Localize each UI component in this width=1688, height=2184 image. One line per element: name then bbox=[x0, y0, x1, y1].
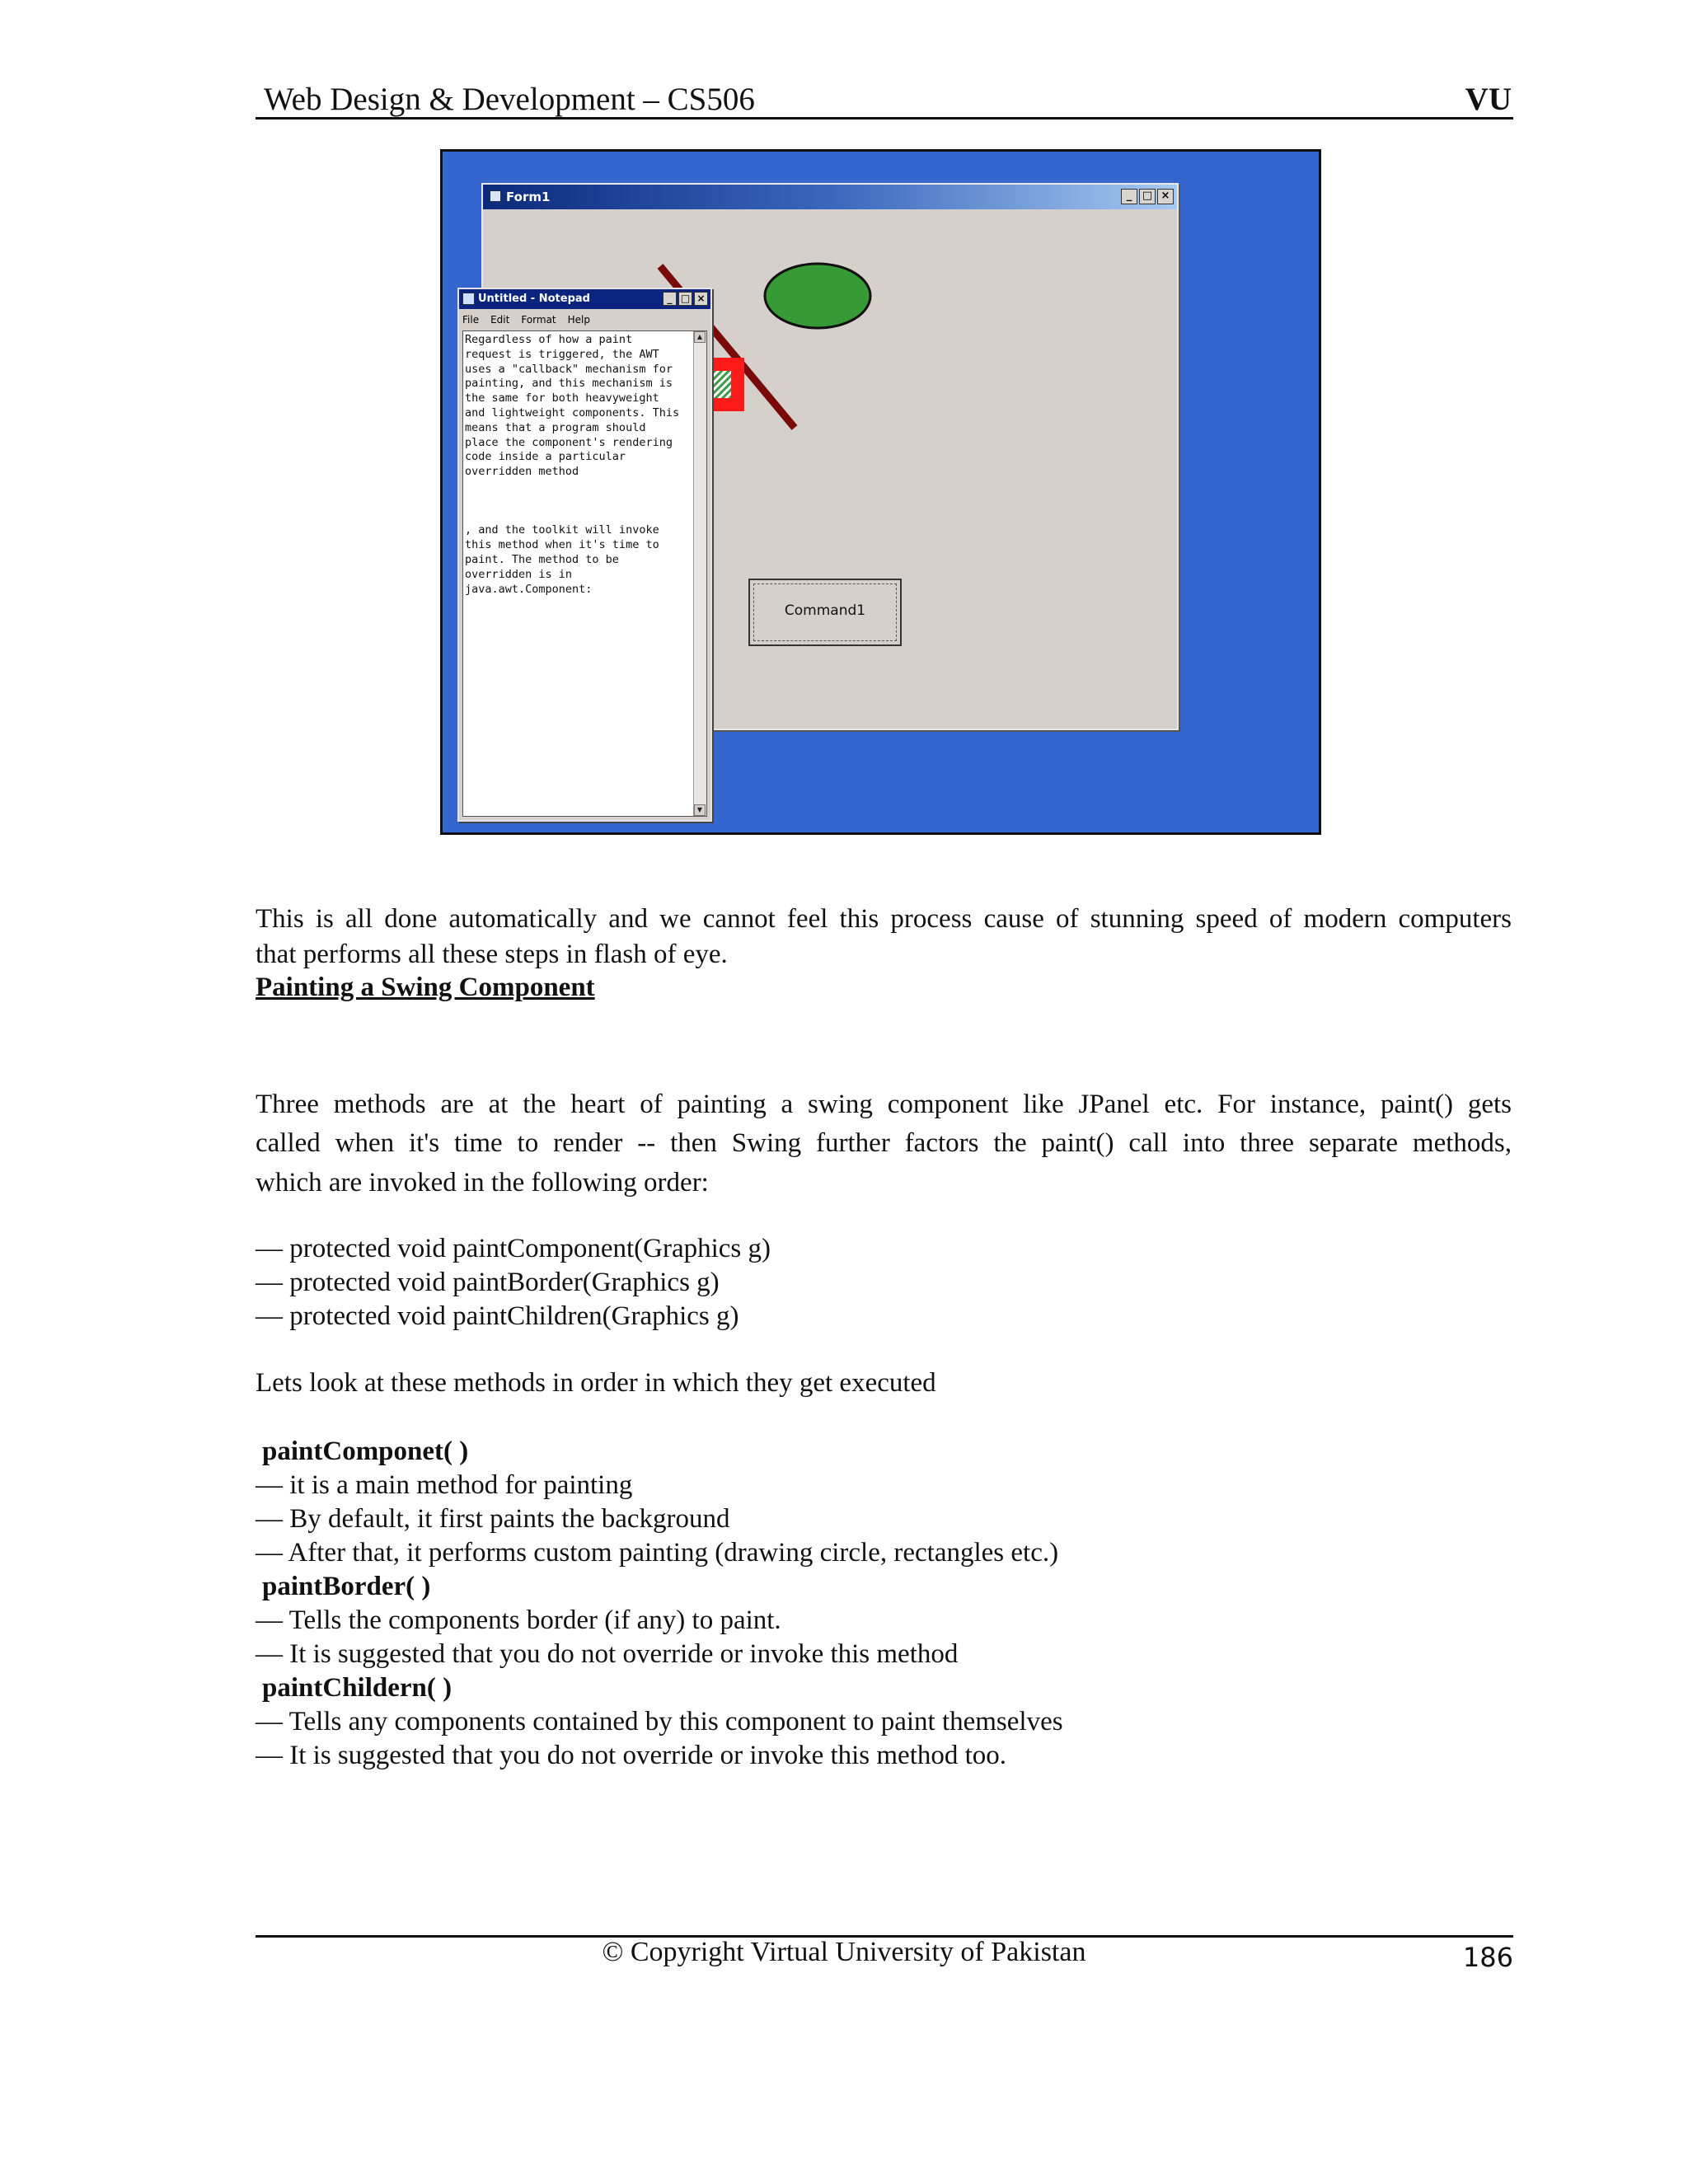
form-app-icon bbox=[490, 190, 501, 202]
notepad-maximize-icon[interactable]: □ bbox=[678, 292, 692, 306]
notepad-titlebar[interactable] bbox=[459, 289, 710, 309]
notepad-icon bbox=[462, 293, 475, 305]
green-ellipse bbox=[765, 264, 870, 328]
form1-window-controls bbox=[1121, 189, 1174, 204]
page-number: 186 bbox=[1462, 1942, 1513, 1973]
method-list-item: — protected void paintComponent(Graphics g) bbox=[256, 1234, 771, 1263]
course-title: Web Design & Development – CS506 bbox=[264, 82, 755, 117]
bullet-line: — It is suggested that you do not override or invoke this method bbox=[256, 1639, 959, 1669]
bullet-line: — After that, it performs custom painting (drawing circle, rectangles etc.) bbox=[256, 1538, 1059, 1568]
form1-title: Form1 bbox=[506, 190, 551, 204]
command1-label: Command1 bbox=[784, 602, 866, 619]
notepad-scrollbar[interactable] bbox=[693, 331, 706, 816]
screenshot-figure bbox=[440, 149, 1321, 835]
notepad-close-icon[interactable]: × bbox=[694, 292, 708, 306]
button-focus-rect bbox=[753, 583, 897, 641]
notepad-minimize-icon[interactable]: _ bbox=[663, 292, 677, 306]
bullet-line: — By default, it first paints the background bbox=[256, 1504, 730, 1534]
method-title-paintchildern: paintChildern( ) bbox=[262, 1673, 452, 1703]
paragraph-2-line-1: Three methods are at the heart of painting a swing component like JPanel etc. For instance, paint() gets bbox=[256, 1090, 1512, 1119]
notepad-menubar bbox=[462, 314, 590, 326]
form1-titlebar[interactable] bbox=[483, 185, 1177, 209]
maximize-icon[interactable]: □ bbox=[1139, 189, 1156, 204]
bullet-line: — it is a main method for painting bbox=[256, 1470, 633, 1500]
notepad-text: Regardless of how a paint request is triggered, the AWT uses a "callback" mechanism for painting, and this mechanism is the same for both heavyweight and lightweight components. This means that a program should place the component's rendering code inside a particular overridden method , and the toolkit will invoke this method when it's time to paint. The method to be overridden is in java.awt.Component: bbox=[465, 333, 680, 596]
bullet-line: — It is suggested that you do not override or invoke this method too. bbox=[256, 1741, 1007, 1770]
method-list-item: — protected void paintBorder(Graphics g) bbox=[256, 1268, 720, 1297]
intro-text: Lets look at these methods in order in which they get executed bbox=[256, 1368, 936, 1398]
method-list-item: — protected void paintChildren(Graphics g) bbox=[256, 1301, 739, 1331]
menu-format[interactable]: Format bbox=[521, 314, 556, 326]
notepad-text-area[interactable] bbox=[462, 330, 707, 817]
bullet-line: — Tells any components contained by this component to paint themselves bbox=[256, 1707, 1063, 1736]
paragraph-2-line-2: called when it's time to render -- then Swing further factors the paint() call into three separate methods, bbox=[256, 1128, 1512, 1158]
close-icon[interactable]: × bbox=[1157, 189, 1174, 204]
notepad-title: Untitled - Notepad bbox=[478, 293, 590, 305]
menu-edit[interactable]: Edit bbox=[490, 314, 510, 326]
command1-button[interactable] bbox=[748, 579, 902, 646]
paragraph-2-line-3: which are invoked in the following order: bbox=[256, 1168, 709, 1197]
institution-label: VU bbox=[1465, 82, 1512, 117]
method-title-paintborder: paintBorder( ) bbox=[262, 1572, 431, 1601]
minimize-icon[interactable]: _ bbox=[1121, 189, 1137, 204]
copyright-notice: © Copyright Virtual University of Pakistan bbox=[602, 1937, 1086, 1967]
menu-file[interactable]: File bbox=[462, 314, 480, 326]
notepad-window-controls bbox=[663, 292, 708, 306]
section-heading: Painting a Swing Component bbox=[256, 972, 595, 1002]
method-title-paintcomponet: paintComponet( ) bbox=[262, 1436, 469, 1466]
paragraph-1-line-2: that performs all these steps in flash of eye. bbox=[256, 940, 728, 969]
bullet-line: — Tells the components border (if any) to paint. bbox=[256, 1605, 781, 1635]
notepad-window bbox=[457, 288, 712, 822]
scroll-up-icon[interactable]: ▲ bbox=[694, 331, 706, 343]
scroll-down-icon[interactable]: ▼ bbox=[694, 804, 706, 816]
paragraph-1-line-1: This is all done automatically and we cannot feel this process cause of stunning speed of modern computers bbox=[256, 904, 1512, 934]
page-header bbox=[256, 76, 1513, 120]
menu-help[interactable]: Help bbox=[567, 314, 590, 326]
